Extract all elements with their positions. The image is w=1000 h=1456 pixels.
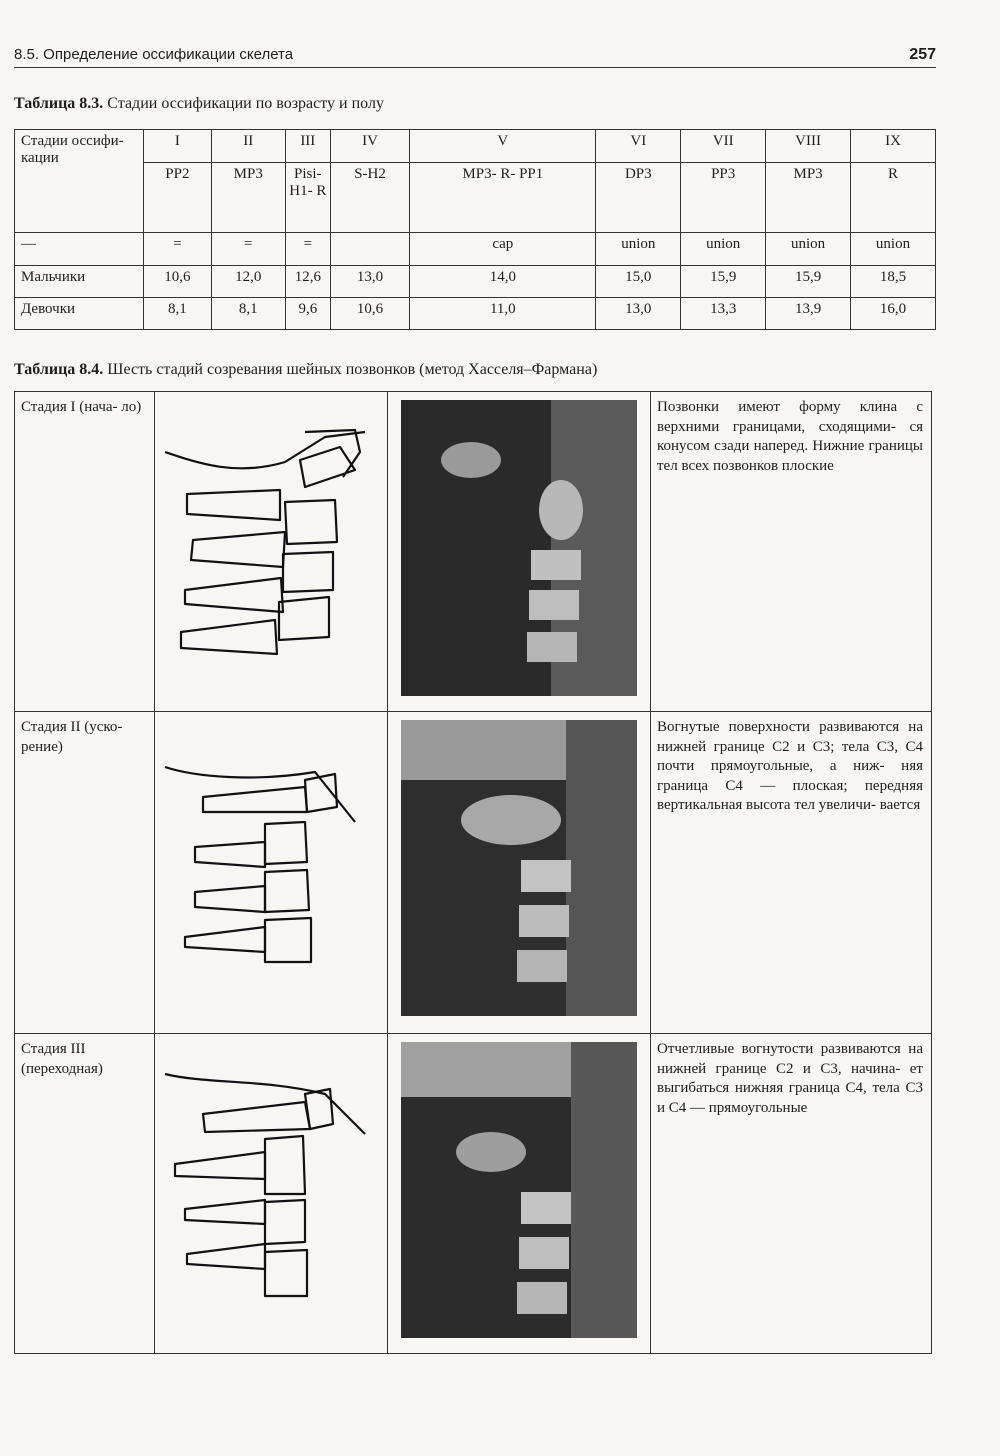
bone-cell: PP3 bbox=[681, 163, 766, 233]
bone-cell: S-H2 bbox=[330, 163, 409, 233]
table-8-4-caption bbox=[14, 361, 597, 379]
mark-cell: union bbox=[681, 233, 766, 266]
row-label-stages: Стадии оссифи- кации bbox=[15, 130, 144, 233]
boys-age-cell: 15,9 bbox=[766, 266, 851, 298]
boys-age-cell: 12,6 bbox=[285, 266, 330, 298]
bone-cell: Pisi- H1- R bbox=[285, 163, 330, 233]
stage-cell: IV bbox=[330, 130, 409, 163]
girls-age-cell: 8,1 bbox=[144, 298, 212, 330]
vertebrae-sketch-stage-3 bbox=[155, 1034, 387, 1352]
boys-age-cell: 10,6 bbox=[144, 266, 212, 298]
stage-description: Позвонки имеют форму клина с верхними границами, сходящими- ся конусом сзади наперед. Нижние границы тел всех позвонков плоские bbox=[651, 392, 932, 712]
stage-cell: IX bbox=[851, 130, 936, 163]
table-row bbox=[15, 266, 936, 298]
table-row bbox=[15, 298, 936, 330]
xray-stage-2 bbox=[401, 720, 637, 1016]
boys-age-cell: 18,5 bbox=[851, 266, 936, 298]
vertebrae-sketch-stage-2 bbox=[155, 712, 387, 1032]
bone-cell: MP3 bbox=[766, 163, 851, 233]
mark-cell: = bbox=[285, 233, 330, 266]
table-8-4-caption-number: Таблица 8.4. bbox=[14, 361, 104, 378]
stage-cell: VIII bbox=[766, 130, 851, 163]
boys-label: Мальчики bbox=[15, 266, 144, 298]
mark-cell: cap bbox=[410, 233, 596, 266]
girls-age-cell: 13,3 bbox=[681, 298, 766, 330]
bone-cell: MP3- R- PP1 bbox=[410, 163, 596, 233]
girls-age-cell: 11,0 bbox=[410, 298, 596, 330]
bone-cell: R bbox=[851, 163, 936, 233]
vertebrae-drawing-cell bbox=[155, 712, 388, 1034]
mark-cell: union bbox=[766, 233, 851, 266]
table-row bbox=[15, 130, 936, 163]
table-8-4-caption-text: Шесть стадий созревания шейных позвонков (метод Хасселя–Фармана) bbox=[103, 361, 598, 378]
table-row bbox=[15, 712, 932, 1034]
running-head bbox=[14, 46, 936, 68]
boys-age-cell: 13,0 bbox=[330, 266, 409, 298]
vertebrae-sketch-stage-1 bbox=[155, 392, 387, 710]
stage-cell: VI bbox=[596, 130, 681, 163]
girls-age-cell: 8,1 bbox=[211, 298, 285, 330]
xray-cell bbox=[388, 1034, 651, 1354]
mark-cell: = bbox=[144, 233, 212, 266]
section-title: 8.5. Определение оссификации скелета bbox=[14, 46, 294, 63]
table-row bbox=[15, 1034, 932, 1354]
girls-age-cell: 13,0 bbox=[596, 298, 681, 330]
table-8-3-caption-text: Стадии оссификации по возрасту и полу bbox=[103, 95, 384, 112]
stage-cell: VII bbox=[681, 130, 766, 163]
stage-cell: V bbox=[410, 130, 596, 163]
table-8-3-caption bbox=[14, 95, 384, 113]
stage-description: Отчетливые вогнутости развиваются на нижней границе С2 и С3, начина- ет выгибаться нижняя граница С4, тела С3 и С4 — прямоугольные bbox=[651, 1034, 932, 1354]
girls-age-cell: 13,9 bbox=[766, 298, 851, 330]
mark-cell: union bbox=[596, 233, 681, 266]
girls-age-cell: 10,6 bbox=[330, 298, 409, 330]
girls-age-cell: 16,0 bbox=[851, 298, 936, 330]
xray-stage-3 bbox=[401, 1042, 637, 1338]
girls-age-cell: 9,6 bbox=[285, 298, 330, 330]
boys-age-cell: 14,0 bbox=[410, 266, 596, 298]
bone-cell: PP2 bbox=[144, 163, 212, 233]
bone-cell: DP3 bbox=[596, 163, 681, 233]
mark-cell bbox=[330, 233, 409, 266]
mark-row-label: — bbox=[15, 233, 144, 266]
table-row bbox=[15, 392, 932, 712]
table-8-3-caption-number: Таблица 8.3. bbox=[14, 95, 104, 112]
page-number: 257 bbox=[909, 46, 936, 63]
boys-age-cell: 15,0 bbox=[596, 266, 681, 298]
ossification-table bbox=[14, 129, 936, 330]
vertebrae-drawing-cell bbox=[155, 1034, 388, 1354]
mark-cell: union bbox=[851, 233, 936, 266]
stage-label: Стадия I (нача- ло) bbox=[15, 392, 155, 712]
mark-cell: = bbox=[211, 233, 285, 266]
bone-cell: MP3 bbox=[211, 163, 285, 233]
stage-label: Стадия III (переходная) bbox=[15, 1034, 155, 1354]
stage-description: Вогнутые поверхности развиваются на нижней границе С2 и С3; тела С3, С4 почти прямоугольные, а ниж- няя граница С4 — плоская; передняя вертикальная высота тел увеличи- вается bbox=[651, 712, 932, 1034]
xray-stage-1 bbox=[401, 400, 637, 696]
stage-label: Стадия II (уско- рение) bbox=[15, 712, 155, 1034]
vertebrae-drawing-cell bbox=[155, 392, 388, 712]
table-row bbox=[15, 163, 936, 233]
boys-age-cell: 12,0 bbox=[211, 266, 285, 298]
girls-label: Девочки bbox=[15, 298, 144, 330]
table-row bbox=[15, 233, 936, 266]
cervical-maturation-table bbox=[14, 391, 932, 1354]
stage-cell: I bbox=[144, 130, 212, 163]
boys-age-cell: 15,9 bbox=[681, 266, 766, 298]
stage-cell: III bbox=[285, 130, 330, 163]
xray-cell bbox=[388, 392, 651, 712]
xray-cell bbox=[388, 712, 651, 1034]
stage-cell: II bbox=[211, 130, 285, 163]
